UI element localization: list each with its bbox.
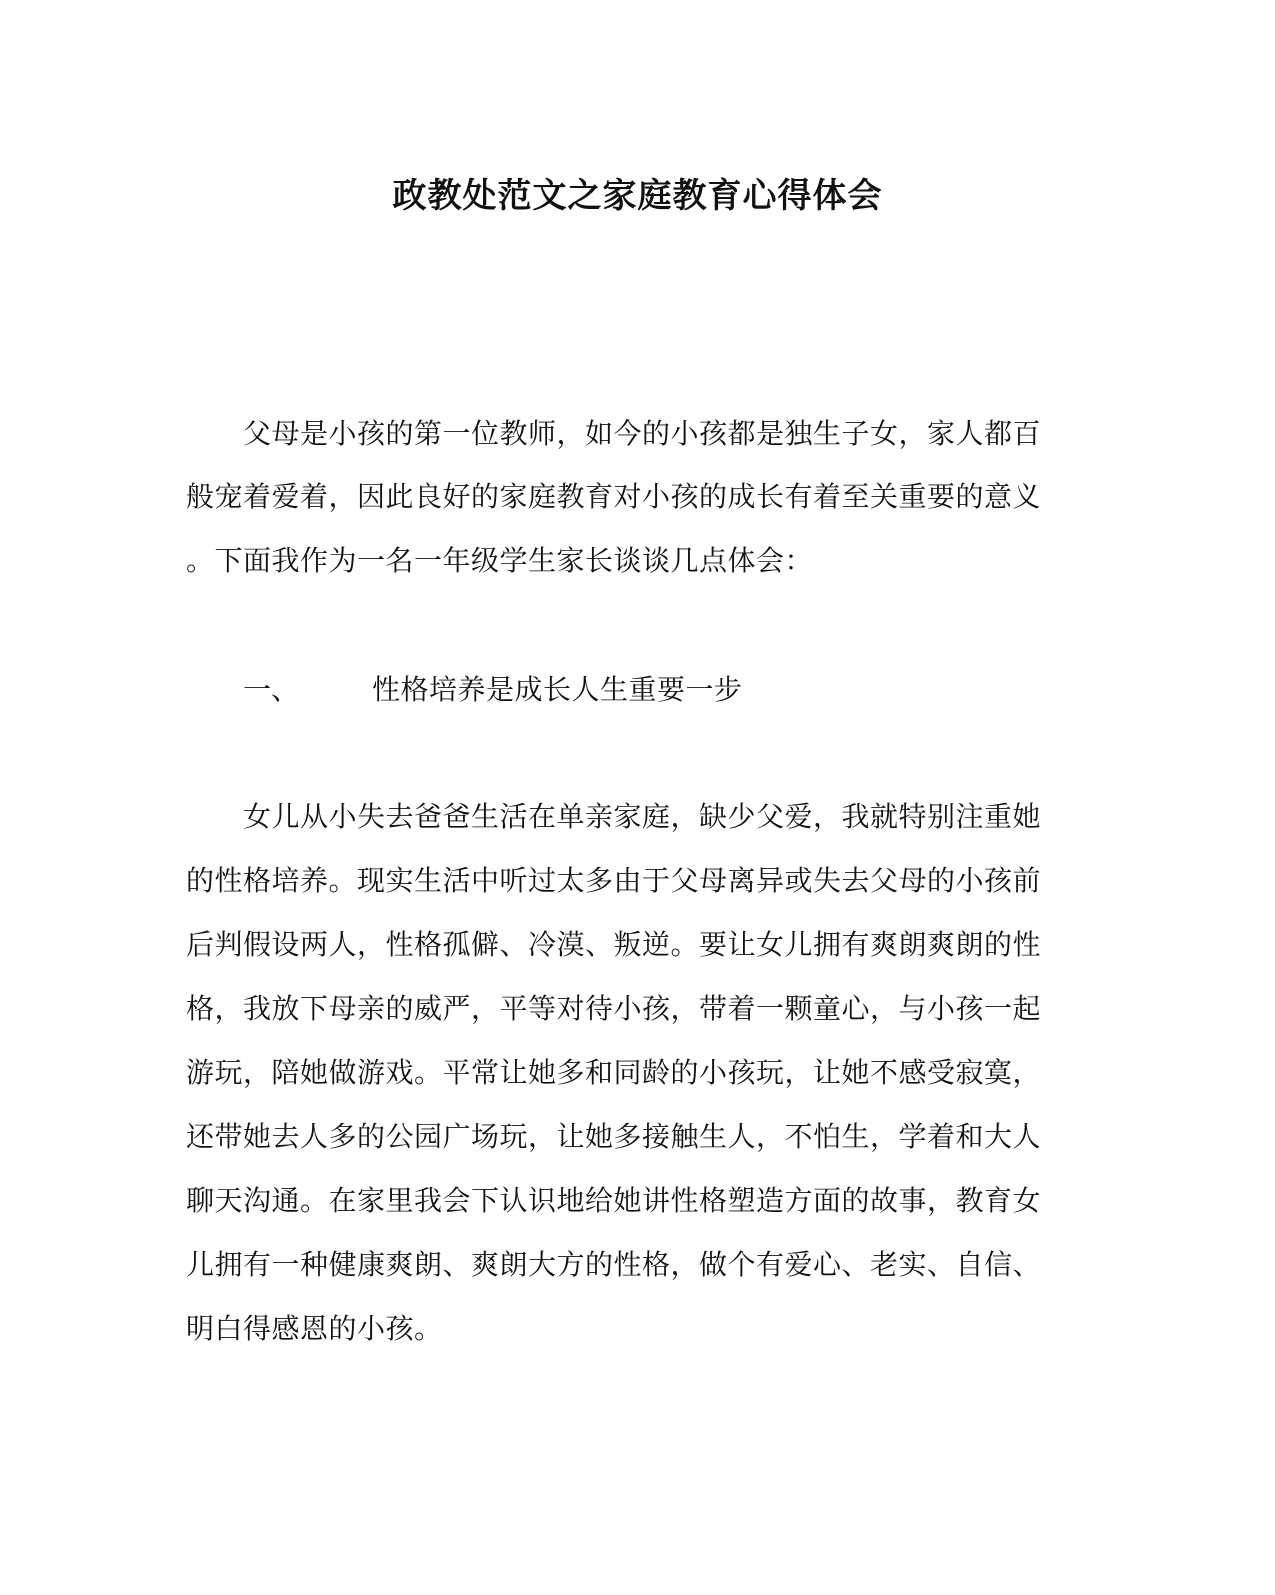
document-title: 政教处范文之家庭教育心得体会 xyxy=(392,176,883,216)
intro-paragraph-line: 。下面我作为一名一年级学生家长谈谈几点体会： xyxy=(186,544,814,577)
body-paragraph-line: 的性格培养。现实生活中听过太多由于父母离异或失去父母的小孩前 xyxy=(186,864,1042,897)
body-paragraph-line: 明白得感恩的小孩。 xyxy=(186,1312,443,1345)
section-number: 一、 xyxy=(243,673,300,706)
body-paragraph-line: 儿拥有一种健康爽朗、爽朗大方的性格，做个有爱心、老实、自信、 xyxy=(186,1248,1042,1281)
intro-paragraph-line: 父母是小孩的第一位教师，如今的小孩都是独生子女，家人都百 xyxy=(243,417,1042,450)
section-heading: 性格培养是成长人生重要一步 xyxy=(372,673,743,706)
body-paragraph-line: 还带她去人多的公园广场玩，让她多接触生人，不怕生，学着和大人 xyxy=(186,1120,1042,1153)
body-paragraph-line: 女儿从小失去爸爸生活在单亲家庭，缺少父爱，我就特别注重她 xyxy=(243,800,1042,833)
body-paragraph-line: 后判假设两人，性格孤僻、冷漠、叛逆。要让女儿拥有爽朗爽朗的性 xyxy=(186,928,1042,961)
body-paragraph-line: 游玩，陪她做游戏。平常让她多和同龄的小孩玩，让她不感受寂寞， xyxy=(186,1056,1042,1089)
body-paragraph-line: 聊天沟通。在家里我会下认识地给她讲性格塑造方面的故事，教育女 xyxy=(186,1184,1042,1217)
body-paragraph-line: 格，我放下母亲的威严，平等对待小孩，带着一颗童心，与小孩一起 xyxy=(186,992,1042,1025)
intro-paragraph-line: 般宠着爱着，因此良好的家庭教育对小孩的成长有着至关重要的意义 xyxy=(186,480,1042,513)
